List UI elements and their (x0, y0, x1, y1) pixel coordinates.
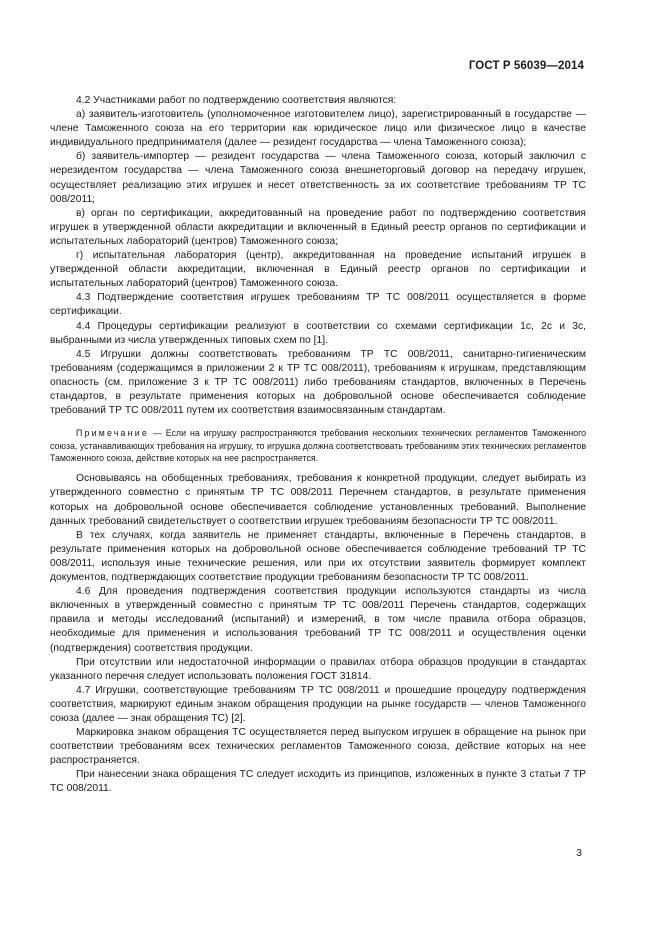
paragraph-4-5: 4.5 Игрушки должны соответствовать требованиям ТР ТС 008/2011, санитарно-гигиеническим требованиям (содержащимся в приложении 2 к ТР ТС 008/2011), требованиям к игрушкам, представляющим опасность (см. приложение 3 к ТР ТС 008/2011) либо требованиям стандартов, включенных в Перечень стандартов, в результате применения которых на добровольной основе обеспечивается соблюдение требований ТР ТС 008/2011 путем их соответствия взаимосвязанным стандартам. (50, 348, 586, 417)
paragraph-sampling-rules: При отсутствии или недостаточной информации о правилах отбора образцов продукции в стандартах указанного перечня следует использовать положения ГОСТ 31814. (50, 656, 586, 682)
list-item-b: б) заявитель-импортер — резидент государства — члена Таможенного союза, который заключил с нерезидентом государства — члена Таможенного союза внешнеторговый договор на передачу игрушек, осуществляет реализацию этих игрушек и несет ответственность за их соответствие требованиям ТР ТС 008/2011; (50, 151, 586, 205)
paragraph-4-3: 4.3 Подтверждение соответствия игрушек требованиям ТР ТС 008/2011 осуществляется в форме сертификации. (50, 292, 586, 318)
paragraph-generalized-requirements: Основываясь на обобщенных требованиях, требования к конкретной продукции, следует выбирать из утвержденного совместно с принятым ТР ТС 008/2011 Перечнем стандартов, в результате применения которых на добровольной основе обеспечивается соблюдение установленных требований. Выполнение данных требований свидетельствует о соответствии игрушек требованиям безопасности ТР ТС 008/2011. (50, 473, 586, 527)
list-item-g: г) испытательная лаборатория (центр), аккредитованная на проведение испытаний игрушек в утвержденной области аккредитации, включенная в Единый реестр органов по сертификации и испытательных лабораторий (центров) Таможенного союза. (50, 250, 586, 290)
paragraph-no-standards: В тех случаях, когда заявитель не применяет стандарты, включенные в Перечень стандартов, в результате применения которых на добровольной основе обеспечивается соблюдение требований ТР ТС 008/2011, используя иные технические решения, или при их отсутствии заявитель формирует комплект документов, подтверждающих соответствие продукции требованиям безопасности ТР ТС 008/2011. (50, 529, 586, 584)
document-body (50, 94, 586, 797)
note-text: — Если на игрушку распространяются требования нескольких технических регламентов Таможенного союза, устанавливающих требования на игрушку, то игрушка должна соответствовать требованиям этих технических регламентов Таможенного союза, действие которых на нее распространяется. (50, 428, 586, 463)
document-code: ГОСТ Р 56039—2014 (468, 60, 584, 72)
paragraph-marking-principles: При нанесении знака обращения ТС следует исходить из принципов, изложенных в пункте 3 статьи 7 ТР ТС 008/2011. (50, 769, 586, 795)
list-item-v: в) орган по сертификации, аккредитованный на проведение работ по подтверждению соответствия игрушек в утвержденной области аккредитации и включенный в Единый реестр органов по сертификации и испытательных лабораторий (центров) Таможенного союза; (50, 207, 586, 247)
paragraph-4-6: 4.6 Для проведения подтверждения соответствия продукции используются стандарты из числа включенных в утвержденный совместно с принятым ТР ТС 008/2011 Перечень стандартов, содержащих правила и методы исследований (испытаний) и измерений, в том числе правила отбора образцов, необходимые для применения и использования требований ТР ТС 008/2011 и осуществления оценки (подтверждения) соответствия продукции. (50, 586, 586, 654)
paragraph-4-4: 4.4 Процедуры сертификации реализуют в соответствии со схемами сертификации 1с, 2с и 3с, выбранными из числа утвержденных типовых схем по [1]. (50, 320, 586, 346)
page-number: 3 (576, 848, 582, 859)
paragraph-4-7: 4.7 Игрушки, соответствующие требованиям ТР ТС 008/2011 и прошедшие процедуру подтверждения соответствия, маркируют единым знаком обращения продукции на рынке государств — членов Таможенного союза (далее — знак обращения ТС) [2]. (50, 684, 586, 724)
list-item-a: а) заявитель-изготовитель (уполномоченное изготовителем лицо), зарегистрированный в государстве — члене Таможенного союза на его территории как юридическое лицо или физическое лицо в качестве индивидуального предпринимателя (далее — резидент государства — члена Таможенного союза); (50, 109, 586, 149)
note-label: Примечание (76, 428, 149, 439)
paragraph-4-2: 4.2 Участниками работ по подтверждению соответствия являются: (76, 95, 397, 106)
paragraph-marking: Маркировка знаком обращения ТС осуществляется перед выпуском игрушек в обращение на рынок при соответствии требованиям всех технических регламентов Таможенного союза, действие которых на нее распространяется. (50, 727, 586, 767)
note (50, 427, 586, 464)
